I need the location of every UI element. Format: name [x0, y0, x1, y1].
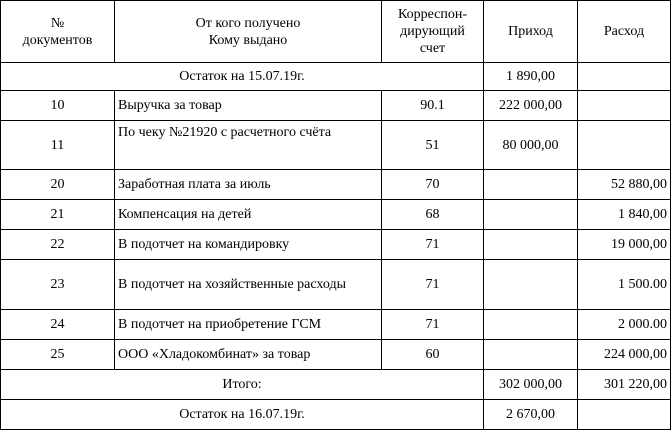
closing-balance-expense: [578, 400, 671, 430]
expense: 1 840,00: [578, 200, 671, 230]
doc-number: 10: [1, 91, 115, 121]
account: 68: [382, 200, 484, 230]
closing-balance-row: [1, 400, 671, 430]
header-from-to: От кого получено Кому выдано: [115, 1, 382, 63]
closing-balance-income: 2 670,00: [484, 400, 578, 430]
income: [484, 230, 578, 260]
header-row: [1, 1, 671, 63]
opening-balance-row: [1, 63, 671, 91]
expense: [578, 121, 671, 170]
doc-number: 23: [1, 260, 115, 310]
doc-number: 25: [1, 340, 115, 370]
description: В подотчет на приобретение ГСМ: [115, 310, 382, 340]
account: 71: [382, 310, 484, 340]
opening-balance-expense: [578, 63, 671, 91]
income: [484, 340, 578, 370]
description: Выручка за товар: [115, 91, 382, 121]
opening-balance-label: Остаток на 15.07.19г.: [1, 63, 484, 91]
header-account: Корреспон- дирующий счет: [382, 1, 484, 63]
income: [484, 310, 578, 340]
closing-balance-label: Остаток на 16.07.19г.: [1, 400, 484, 430]
opening-balance-income: 1 890,00: [484, 63, 578, 91]
description: ООО «Хладокомбинат» за товар: [115, 340, 382, 370]
expense: 52 880,00: [578, 170, 671, 200]
table-row: [1, 340, 671, 370]
income: [484, 260, 578, 310]
table-row: [1, 310, 671, 340]
description: По чеку №21920 с расчетного счёта: [115, 121, 382, 170]
description: Заработная плата за июль: [115, 170, 382, 200]
table-row: [1, 230, 671, 260]
account: 71: [382, 260, 484, 310]
total-expense: 301 220,00: [578, 370, 671, 400]
income: [484, 170, 578, 200]
header-expense: Расход: [578, 1, 671, 63]
table-row: [1, 260, 671, 310]
description: В подотчет на хозяйственные расходы: [115, 260, 382, 310]
header-income: Приход: [484, 1, 578, 63]
expense: 224 000,00: [578, 340, 671, 370]
income: 80 000,00: [484, 121, 578, 170]
doc-number: 20: [1, 170, 115, 200]
total-row: [1, 370, 671, 400]
account: 60: [382, 340, 484, 370]
doc-number: 11: [1, 121, 115, 170]
total-label: Итого:: [1, 370, 484, 400]
doc-number: 21: [1, 200, 115, 230]
doc-number: 22: [1, 230, 115, 260]
account: 70: [382, 170, 484, 200]
account: 90.1: [382, 91, 484, 121]
expense: 2 000.00: [578, 310, 671, 340]
account: 71: [382, 230, 484, 260]
income: 222 000,00: [484, 91, 578, 121]
table-row: [1, 121, 671, 170]
table-row: [1, 200, 671, 230]
expense: 1 500.00: [578, 260, 671, 310]
expense: 19 000,00: [578, 230, 671, 260]
total-income: 302 000,00: [484, 370, 578, 400]
account: 51: [382, 121, 484, 170]
table-row: [1, 170, 671, 200]
expense: [578, 91, 671, 121]
description: В подотчет на командировку: [115, 230, 382, 260]
doc-number: 24: [1, 310, 115, 340]
income: [484, 200, 578, 230]
table-row: [1, 91, 671, 121]
header-doc-num: № документов: [1, 1, 115, 63]
description: Компенсация на детей: [115, 200, 382, 230]
